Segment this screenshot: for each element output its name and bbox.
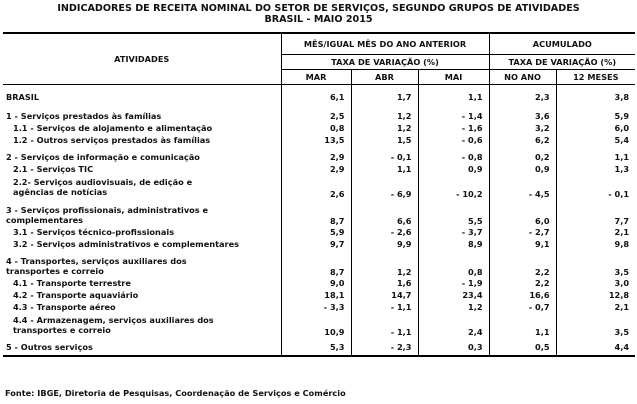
- row-label: 4.2 - Transporte aquaviário: [13, 289, 139, 300]
- cell-mar: 9,7: [281, 238, 351, 250]
- cell-mai: - 1,4: [418, 110, 489, 122]
- cell-abr: - 1,1: [351, 301, 418, 313]
- cell-no-ano: 16,6: [489, 289, 556, 301]
- cell-no-ano: - 2,7: [489, 226, 556, 238]
- cell-12-meses: 5,9: [556, 110, 635, 122]
- cell-mar: 2,5: [281, 110, 351, 122]
- cell-abr: 1,1: [351, 163, 418, 175]
- cell-no-ano: 6,2: [489, 134, 556, 146]
- header-acumulado: ACUMULADO: [489, 33, 635, 55]
- row-label: 4.1 - Transporte terrestre: [13, 277, 131, 288]
- cell-mai: - 1,9: [418, 277, 489, 289]
- cell-mar: 2,9: [281, 163, 351, 175]
- cell-abr: - 0,1: [351, 151, 418, 163]
- cell-mai: - 10,2: [418, 175, 489, 199]
- table-row: [3, 238, 635, 250]
- cell-mai: 0,8: [418, 255, 489, 277]
- cell-mar: 9,0: [281, 277, 351, 289]
- cell-abr: 1,6: [351, 277, 418, 289]
- table-row: [3, 289, 635, 301]
- cell-12-meses: 2,1: [556, 301, 635, 313]
- cell-12-meses: 3,8: [556, 91, 635, 104]
- cell-mar: 13,5: [281, 134, 351, 146]
- row-label: 1 - Serviços prestados às famílias: [6, 110, 162, 121]
- cell-no-ano: 3,6: [489, 110, 556, 122]
- table-row: [3, 226, 635, 238]
- cell-mai: 8,9: [418, 238, 489, 250]
- row-label: 2.2- Serviços audiovisuais, de edição e agências de notícias: [13, 176, 193, 197]
- table-row: [3, 122, 635, 134]
- cell-mar: 18,1: [281, 289, 351, 301]
- cell-no-ano: - 0,7: [489, 301, 556, 313]
- cell-mar: 2,9: [281, 151, 351, 163]
- cell-12-meses: 3,0: [556, 277, 635, 289]
- cell-abr: 1,7: [351, 91, 418, 104]
- cell-no-ano: 6,0: [489, 204, 556, 226]
- cell-mai: 23,4: [418, 289, 489, 301]
- cell-abr: - 1,1: [351, 313, 418, 337]
- table-row: [3, 301, 635, 313]
- cell-no-ano: 2,2: [489, 277, 556, 289]
- cell-no-ano: 0,5: [489, 342, 556, 356]
- cell-mar: 0,8: [281, 122, 351, 134]
- cell-no-ano: 1,1: [489, 313, 556, 337]
- header-col-12-meses: 12 MESES: [556, 70, 635, 85]
- header-atividades: ATIVIDADES: [3, 33, 281, 85]
- cell-abr: - 6,9: [351, 175, 418, 199]
- cell-no-ano: - 4,5: [489, 175, 556, 199]
- cell-12-meses: 2,1: [556, 226, 635, 238]
- row-label: 3.1 - Serviços técnico-profissionais: [13, 226, 175, 237]
- cell-mar: 5,9: [281, 226, 351, 238]
- table-row: [3, 110, 635, 122]
- table-row: [3, 313, 635, 337]
- cell-no-ano: 0,9: [489, 163, 556, 175]
- cell-abr: 6,6: [351, 204, 418, 226]
- table-row: [3, 163, 635, 175]
- table-row: [3, 277, 635, 289]
- header-mes-group: MÊS/IGUAL MÊS DO ANO ANTERIOR: [281, 33, 489, 55]
- cell-12-meses: 3,5: [556, 255, 635, 277]
- cell-mai: 0,9: [418, 163, 489, 175]
- row-label: 1.1 - Serviços de alojamento e alimentação: [13, 122, 213, 133]
- cell-abr: 1,2: [351, 122, 418, 134]
- cell-no-ano: 9,1: [489, 238, 556, 250]
- cell-mar: 8,7: [281, 204, 351, 226]
- table-row: [3, 342, 635, 356]
- header-col-no-ano: NO ANO: [489, 70, 556, 85]
- cell-no-ano: 2,3: [489, 91, 556, 104]
- header-col-mar: MAR: [281, 70, 351, 85]
- cell-12-meses: 1,1: [556, 151, 635, 163]
- cell-mar: 5,3: [281, 342, 351, 356]
- cell-12-meses: 4,4: [556, 342, 635, 356]
- cell-12-meses: 9,8: [556, 238, 635, 250]
- cell-12-meses: - 0,1: [556, 175, 635, 199]
- cell-12-meses: 6,0: [556, 122, 635, 134]
- row-label: 2.1 - Serviços TIC: [13, 163, 94, 174]
- cell-mai: 2,4: [418, 313, 489, 337]
- cell-mar: 8,7: [281, 255, 351, 277]
- cell-mai: - 1,6: [418, 122, 489, 134]
- table-row: [3, 151, 635, 163]
- source-note: Fonte: IBGE, Diretoria de Pesquisas, Coordenação de Serviços e Comércio: [5, 388, 346, 398]
- cell-no-ano: 0,2: [489, 151, 556, 163]
- cell-abr: 1,5: [351, 134, 418, 146]
- row-label: 4.3 - Transporte aéreo: [13, 301, 116, 312]
- table-row: [3, 134, 635, 146]
- cell-abr: 1,2: [351, 110, 418, 122]
- cell-abr: - 2,3: [351, 342, 418, 356]
- cell-mai: 1,1: [418, 91, 489, 104]
- cell-mar: 2,6: [281, 175, 351, 199]
- cell-mar: - 3,3: [281, 301, 351, 313]
- row-label: 2 - Serviços de informação e comunicação: [6, 151, 200, 162]
- cell-abr: - 2,6: [351, 226, 418, 238]
- table-row: [3, 91, 635, 104]
- row-label: 3.2 - Serviços administrativos e complementares: [13, 238, 239, 249]
- cell-no-ano: 2,2: [489, 255, 556, 277]
- table-subtitle: BRASIL - MAIO 2015: [264, 14, 373, 25]
- cell-12-meses: 7,7: [556, 204, 635, 226]
- row-label: 4 - Transportes, serviços auxiliares dos transportes e correio: [6, 255, 187, 276]
- row-label: 4.4 - Armazenagem, serviços auxiliares dos transportes e correio: [13, 314, 214, 335]
- cell-12-meses: 1,3: [556, 163, 635, 175]
- table-title: INDICADORES DE RECEITA NOMINAL DO SETOR DE SERVIÇOS, SEGUNDO GRUPOS DE ATIVIDADES: [57, 3, 580, 14]
- cell-12-meses: 5,4: [556, 134, 635, 146]
- table-row: [3, 175, 635, 199]
- header-col-abr: ABR: [351, 70, 418, 85]
- cell-mai: 1,2: [418, 301, 489, 313]
- cell-mai: - 0,8: [418, 151, 489, 163]
- header-taxa-mes: TAXA DE VARIAÇÃO (%): [281, 55, 489, 70]
- cell-mar: 10,9: [281, 313, 351, 337]
- cell-abr: 1,2: [351, 255, 418, 277]
- table-row: [3, 255, 635, 277]
- cell-12-meses: 12,8: [556, 289, 635, 301]
- cell-mai: 5,5: [418, 204, 489, 226]
- cell-mai: 0,3: [418, 342, 489, 356]
- header-taxa-acum: TAXA DE VARIAÇÃO (%): [489, 55, 635, 70]
- cell-no-ano: 3,2: [489, 122, 556, 134]
- cell-mai: - 0,6: [418, 134, 489, 146]
- cell-mai: - 3,7: [418, 226, 489, 238]
- cell-12-meses: 3,5: [556, 313, 635, 337]
- header-col-mai: MAI: [418, 70, 489, 85]
- indicators-table: [3, 32, 635, 357]
- cell-abr: 14,7: [351, 289, 418, 301]
- cell-mar: 6,1: [281, 91, 351, 104]
- row-label: 1.2 - Outros serviços prestados às famílias: [13, 134, 211, 145]
- row-label: 5 - Outros serviços: [3, 342, 281, 356]
- row-label: BRASIL: [6, 92, 40, 102]
- table-row: [3, 204, 635, 226]
- row-label: 3 - Serviços profissionais, administrativos e complementares: [6, 204, 209, 225]
- cell-abr: 9,9: [351, 238, 418, 250]
